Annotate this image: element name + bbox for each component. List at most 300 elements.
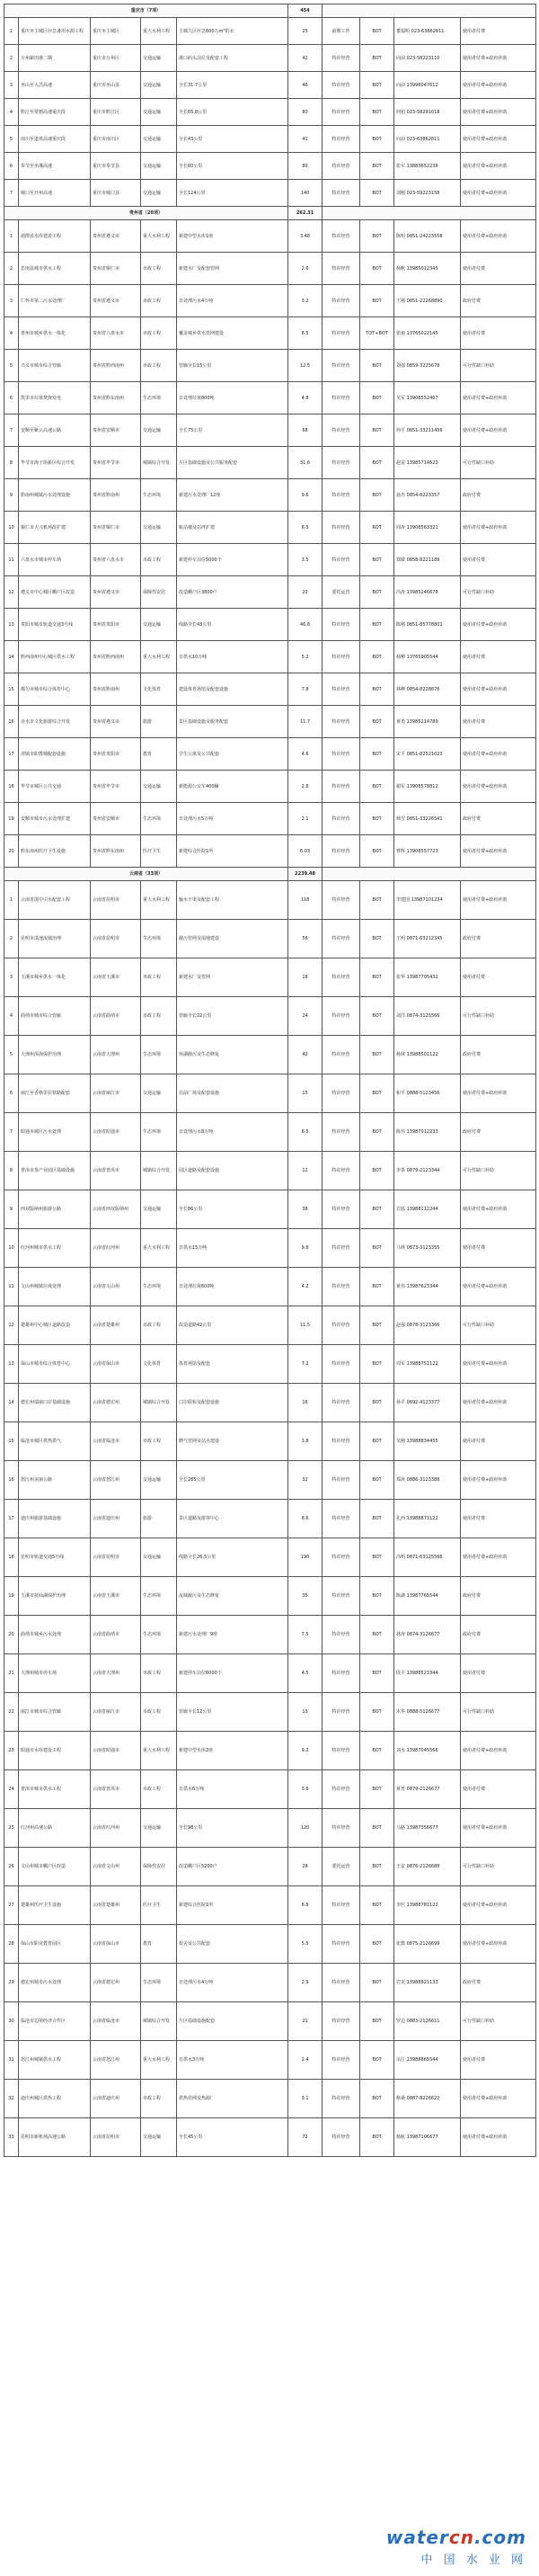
project-table <box>4 4 536 2157</box>
cell-contact: 董福明 023-63862811 <box>394 18 461 45</box>
cell-contact: 郑敏 0858-8221189 <box>394 544 461 576</box>
cell-invest: 68 <box>288 414 323 447</box>
cell-contact: 刘刚 023-59223158 <box>394 180 461 207</box>
cell-scale: 园区道路及配套设施 <box>177 1152 288 1190</box>
cell-contact: 岩龙 13988921133 <box>394 1964 461 2002</box>
cell-category: 市政工程 <box>141 285 177 317</box>
cell-note: 使用者付费+政府补助 <box>461 126 536 153</box>
table-row <box>4 2080 536 2118</box>
cell-region: 贵州省黔东南州 <box>91 835 141 868</box>
cell-invest: 3.2 <box>288 285 323 317</box>
cell-status: 特许经营 <box>323 1500 360 1538</box>
section-title: 云南省（33项） <box>4 868 288 881</box>
cell-scale: 输水干渠及配套工程 <box>177 881 288 920</box>
cell-no: 6 <box>4 153 19 180</box>
cell-name: 红河州高速公路 <box>19 1809 91 1848</box>
cell-invest: 80 <box>288 99 323 126</box>
cell-contact: 向前 023-63862811 <box>394 126 461 153</box>
cell-region: 贵州省六盘水市 <box>91 317 141 350</box>
cell-invest: 118 <box>288 881 323 920</box>
cell-mode: BOT <box>360 1074 394 1113</box>
cell-no: 17 <box>4 1500 19 1538</box>
cell-mode: BOT <box>360 1152 394 1190</box>
cell-name: 巫山至大昌高速 <box>19 72 91 99</box>
cell-mode: BOT <box>360 803 394 835</box>
cell-invest: 46.8 <box>288 609 323 641</box>
cell-scale: 覆盖城乡供水管网建设 <box>177 317 288 350</box>
cell-invest: 9.2 <box>288 1732 323 1770</box>
table-row <box>4 1422 536 1461</box>
section-filler <box>323 868 536 881</box>
cell-no: 17 <box>4 738 19 771</box>
cell-invest: 3.5 <box>288 544 323 576</box>
cell-contact: 曹辉 13908557723 <box>394 835 461 868</box>
table-row <box>4 350 536 382</box>
cell-contact: 余江 13988865544 <box>394 2041 461 2080</box>
cell-note: 政府付费 <box>461 285 536 317</box>
cell-status: 特许经营 <box>323 350 360 382</box>
cell-region: 贵州省遵义市 <box>91 220 141 253</box>
table-row <box>4 99 536 126</box>
cell-contact: 林涛 0874-3126677 <box>394 1616 461 1654</box>
cell-name: 文山州城镇垃圾处理 <box>19 1268 91 1306</box>
cell-region: 云南省红河州 <box>91 1229 141 1268</box>
cell-category: 文化体育 <box>141 1345 177 1384</box>
cell-region: 云南省西双版纳州 <box>91 1190 141 1229</box>
cell-status: 特许经营 <box>323 1616 360 1654</box>
cell-category: 重大水利工程 <box>141 18 177 45</box>
cell-status: 特许经营 <box>323 1925 360 1964</box>
cell-name: 保山市城市综合体育中心 <box>19 1345 91 1384</box>
cell-region: 云南省迪庆州 <box>91 1500 141 1538</box>
cell-mode: BOT <box>360 1925 394 1964</box>
cell-invest: 35 <box>288 1577 323 1616</box>
cell-status: 特许经营 <box>323 958 360 997</box>
cell-mode: BOT <box>360 1461 394 1500</box>
cell-region: 云南省曲靖市 <box>91 1616 141 1654</box>
table-row <box>4 382 536 414</box>
cell-name: 保山市职业教育园区 <box>19 1925 91 1964</box>
cell-invest: 80 <box>288 153 323 180</box>
cell-scale: 燃气管网及站点建设 <box>177 1422 288 1461</box>
cell-scale: 供热管网及热源厂 <box>177 2080 288 2118</box>
cell-invest: 2.9 <box>288 1964 323 2002</box>
cell-scale: 全长124公里 <box>177 180 288 207</box>
cell-contact: 王明 0871-63212345 <box>394 920 461 958</box>
cell-contact: 李医 13988781122 <box>394 1886 461 1925</box>
cell-name: 盘州市城乡供水一体化 <box>19 317 91 350</box>
table-row <box>4 1036 536 1074</box>
cell-no: 5 <box>4 1036 19 1074</box>
cell-note: 使用者付费+政府补助 <box>461 414 536 447</box>
cell-note: 政府付费 <box>461 1577 536 1616</box>
cell-category: 市政工程 <box>141 253 177 285</box>
cell-status: 特许经营 <box>323 1693 360 1732</box>
cell-no: 4 <box>4 99 19 126</box>
cell-region: 重庆市奉节县 <box>91 153 141 180</box>
cell-no: 19 <box>4 803 19 835</box>
cell-note: 政府付费 <box>461 1036 536 1074</box>
cell-no: 14 <box>4 1384 19 1422</box>
cell-mode: BOT <box>360 1616 394 1654</box>
cell-category: 重大水利工程 <box>141 2041 177 2080</box>
cell-no: 26 <box>4 1848 19 1886</box>
table-row <box>4 1809 536 1848</box>
cell-note: 使用者付费+政府补助 <box>461 1538 536 1577</box>
cell-name: 迪庆州城区供热工程 <box>19 2080 91 2118</box>
cell-note: 使用者付费+政府补助 <box>461 609 536 641</box>
cell-note: 可行性缺口补助 <box>461 2002 536 2041</box>
cell-mode: BOT <box>360 1422 394 1461</box>
cell-contact: 吴刚 13988834455 <box>394 1422 461 1461</box>
cell-invest: 7.2 <box>288 1345 323 1384</box>
cell-note: 使用者付费+政府补助 <box>461 99 536 126</box>
cell-mode: BOT <box>360 1538 394 1577</box>
section-filler <box>323 4 536 18</box>
cell-scale: 口岸联检及配套设施 <box>177 1384 288 1422</box>
cell-region: 贵州省六盘水市 <box>91 544 141 576</box>
cell-category: 交通运输 <box>141 45 177 72</box>
table-row <box>4 544 536 576</box>
cell-no: 3 <box>4 72 19 99</box>
cell-contact: 陈湖 13987765544 <box>394 1577 461 1616</box>
cell-contact: 谢军 13908578812 <box>394 771 461 803</box>
section-filler <box>323 207 536 220</box>
cell-no: 6 <box>4 1074 19 1113</box>
cell-contact: 孙杰 0854-8223357 <box>394 479 461 512</box>
cell-invest: 24 <box>288 997 323 1036</box>
cell-region: 贵州省黔南州 <box>91 479 141 512</box>
cell-no: 4 <box>4 997 19 1036</box>
cell-name: 赤水市文化旅游综合开发 <box>19 706 91 738</box>
cell-name: 临沧市边境经济合作区 <box>19 2002 91 2041</box>
cell-mode: BOT <box>360 958 394 997</box>
cell-name: 昭通市城区污水处理 <box>19 1113 91 1152</box>
cell-invest: 120 <box>288 1809 323 1848</box>
cell-no: 11 <box>4 1268 19 1306</box>
cell-invest: 42 <box>288 1036 323 1074</box>
cell-name: 安顺至紫云高速公路 <box>19 414 91 447</box>
cell-category: 教育 <box>141 738 177 771</box>
cell-invest: 3.6 <box>288 1770 323 1809</box>
cell-invest: 9.6 <box>288 479 323 512</box>
cell-category: 旅游 <box>141 706 177 738</box>
cell-name: 普洱市城市供水工程 <box>19 1770 91 1809</box>
cell-contact: 王刚 0851-22268890 <box>394 285 461 317</box>
cell-name: 毕节市海子街新区综合开发 <box>19 447 91 479</box>
cell-no: 10 <box>4 512 19 544</box>
cell-invest: 7.5 <box>288 1616 323 1654</box>
cell-invest: 6.5 <box>288 1113 323 1152</box>
cell-region: 云南省文山州 <box>91 1268 141 1306</box>
cell-mode: BOT <box>360 2080 394 2118</box>
cell-name: 毕节市城区公共交通 <box>19 771 91 803</box>
cell-scale: 截污管网及湿地建设 <box>177 920 288 958</box>
cell-name: 普洱市茶产业园区基础设施 <box>19 1152 91 1190</box>
watermark-brand-b: cn <box>448 2527 474 2548</box>
cell-note: 政府付费 <box>461 479 536 512</box>
cell-status: 特许经营 <box>323 706 360 738</box>
cell-invest: 190 <box>288 1538 323 1577</box>
cell-category: 保障性安居 <box>141 1848 177 1886</box>
table-row <box>4 1732 536 1770</box>
cell-status: 特许经营 <box>323 1384 360 1422</box>
cell-region: 云南省普洱市 <box>91 1770 141 1809</box>
cell-note: 使用者付费+政府补助 <box>461 512 536 544</box>
cell-name: 昆明市轨道交通5号线 <box>19 1538 91 1577</box>
cell-contact: 孙平 0692-4123377 <box>394 1384 461 1422</box>
cell-no: 25 <box>4 1809 19 1848</box>
table-row <box>4 1500 536 1538</box>
cell-no: 1 <box>4 881 19 920</box>
cell-invest: 25 <box>288 18 323 45</box>
section-title: 贵州省（20项） <box>4 207 288 220</box>
cell-mode: BOT <box>360 1268 394 1306</box>
cell-contact: 宋平 0851-82521023 <box>394 738 461 771</box>
cell-no: 21 <box>4 1654 19 1693</box>
cell-category: 生态环境 <box>141 1268 177 1306</box>
cell-scale: 全长60公里 <box>177 153 288 180</box>
cell-name: 德宏州城市污水处理 <box>19 1964 91 2002</box>
table-row <box>4 1190 536 1229</box>
cell-mode: BOT <box>360 673 394 706</box>
cell-no: 28 <box>4 1925 19 1964</box>
cell-category: 交通运输 <box>141 1809 177 1848</box>
cell-name: 安顺市城市污水处理扩建 <box>19 803 91 835</box>
cell-scale: 全长65.8公里 <box>177 99 288 126</box>
cell-status: 特许经营 <box>323 1268 360 1306</box>
cell-status: 特许经营 <box>323 2118 360 2157</box>
cell-scale: 线路全长43公里 <box>177 609 288 641</box>
cell-category: 市政工程 <box>141 1693 177 1732</box>
table-row <box>4 1384 536 1422</box>
cell-region: 云南省昆明市 <box>91 1538 141 1577</box>
cell-invest: 3.1 <box>288 2080 323 2118</box>
cell-no: 7 <box>4 1113 19 1152</box>
cell-mode: BOT <box>360 2041 394 2080</box>
table-row <box>4 958 536 997</box>
cell-category: 城镇综合开发 <box>141 1384 177 1422</box>
cell-scale: 新建停车泊位5000个 <box>177 544 288 576</box>
cell-invest: 42 <box>288 45 323 72</box>
cell-invest: 46 <box>288 72 323 99</box>
table-row <box>4 771 536 803</box>
cell-name: 玉溪市城乡供水一体化 <box>19 958 91 997</box>
cell-category: 重大水利工程 <box>141 1732 177 1770</box>
cell-region: 云南省昆明市 <box>91 920 141 958</box>
cell-no: 27 <box>4 1886 19 1925</box>
cell-contact: 马路 13987356677 <box>394 1809 461 1848</box>
cell-invest: 4.5 <box>288 1654 323 1693</box>
cell-name: 大理州洱海保护治理 <box>19 1036 91 1074</box>
cell-invest: 12 <box>288 1152 323 1190</box>
cell-category: 交通运输 <box>141 1074 177 1113</box>
table-row <box>4 1577 536 1616</box>
cell-category: 交通运输 <box>141 153 177 180</box>
cell-note: 使用者付费+政府补助 <box>461 72 536 99</box>
cell-region: 云南省玉溪市 <box>91 1577 141 1616</box>
cell-status: 特许经营 <box>323 803 360 835</box>
cell-scale: 改造道路42公里 <box>177 1306 288 1345</box>
cell-no: 15 <box>4 673 19 706</box>
cell-invest: 6.03 <box>288 835 323 868</box>
cell-contact: 和平 0888-5123456 <box>394 1074 461 1113</box>
cell-scale: 日处理污水4万吨 <box>177 1964 288 2002</box>
table-row <box>4 1964 536 2002</box>
cell-note: 可行性缺口补助 <box>461 350 536 382</box>
table-row <box>4 920 536 958</box>
cell-mode: BOT <box>360 1654 394 1693</box>
cell-invest: 4.2 <box>288 1268 323 1306</box>
cell-note: 使用者付费 <box>461 544 536 576</box>
cell-scale: 日处理垃圾600吨 <box>177 1268 288 1306</box>
cell-region: 重庆市主城区 <box>91 18 141 45</box>
cell-invest: 11.5 <box>288 1306 323 1345</box>
cell-contact: 陈刚 0851-85778801 <box>394 609 461 641</box>
cell-note: 使用者付费+政府补助 <box>461 2118 536 2157</box>
cell-name: 昆明市滇池流域治理 <box>19 920 91 958</box>
cell-scale: 日供水6万吨 <box>177 1770 288 1809</box>
cell-no: 5 <box>4 350 19 382</box>
cell-mode: BOT <box>360 2002 394 2041</box>
cell-region: 云南省德宏州 <box>91 1384 141 1422</box>
cell-note: 使用者付费+政府补助 <box>461 771 536 803</box>
cell-name: 红河州城市供水工程 <box>19 1229 91 1268</box>
cell-name: 南川至道真高速重庆段 <box>19 126 91 153</box>
cell-status: 特许经营 <box>323 512 360 544</box>
cell-scale: 流域截污及生态修复 <box>177 1577 288 1616</box>
cell-scale: 全长75公里 <box>177 414 288 447</box>
cell-status: 特许经营 <box>323 771 360 803</box>
cell-note: 可行性缺口补助 <box>461 1848 536 1886</box>
cell-no: 11 <box>4 544 19 576</box>
cell-status: 特许经营 <box>323 414 360 447</box>
cell-invest: 140 <box>288 180 323 207</box>
table-row <box>4 738 536 771</box>
cell-no: 33 <box>4 2118 19 2157</box>
cell-status: 特许经营 <box>323 1345 360 1384</box>
cell-note: 使用者付费 <box>461 18 536 45</box>
cell-status: 特许经营 <box>323 881 360 920</box>
cell-category: 市政工程 <box>141 544 177 576</box>
cell-scale: 管廊全长22公里 <box>177 997 288 1036</box>
cell-status: 特许经营 <box>323 544 360 576</box>
cell-region: 重庆市南川区 <box>91 126 141 153</box>
cell-status: 特许经营 <box>323 45 360 72</box>
cell-note: 使用者付费+政府补助 <box>461 881 536 920</box>
cell-status: 特许经营 <box>323 285 360 317</box>
cell-status: 特许经营 <box>323 2002 360 2041</box>
cell-contact: 格桑 0887-8226622 <box>394 2080 461 2118</box>
cell-contact: 马林 0873-3123355 <box>394 1229 461 1268</box>
cell-name: 凯里市垃圾焚烧发电 <box>19 382 91 414</box>
cell-scale: 全长43公里 <box>177 126 288 153</box>
cell-category: 交通运输 <box>141 771 177 803</box>
cell-status: 特许经营 <box>323 1886 360 1925</box>
cell-name: 贵阳市城市轨道交通3号线 <box>19 609 91 641</box>
table-row <box>4 1345 536 1384</box>
cell-contact: 郑涛 0886-3123388 <box>394 1461 461 1500</box>
table-row <box>4 1306 536 1345</box>
cell-note: 使用者付费 <box>461 1229 536 1268</box>
cell-no: 6 <box>4 382 19 414</box>
cell-contact: 张教 0875-2126699 <box>394 1925 461 1964</box>
cell-scale: 站前广场及配套设施 <box>177 1074 288 1113</box>
cell-contact: 刘水 13987045566 <box>394 1732 461 1770</box>
table-row <box>4 1693 536 1732</box>
cell-name: 丽江市城市综合管廊 <box>19 1693 91 1732</box>
cell-invest: 2.4 <box>288 2041 323 2080</box>
cell-no: 8 <box>4 1152 19 1190</box>
cell-region: 重庆市万州区 <box>91 45 141 72</box>
cell-scale: 管廊全长15公里 <box>177 350 288 382</box>
cell-mode: BOT <box>360 220 394 253</box>
table-row <box>4 1113 536 1152</box>
cell-status: 特许经营 <box>323 126 360 153</box>
cell-mode: BOT <box>360 1036 394 1074</box>
table-row <box>4 1461 536 1500</box>
cell-no: 2 <box>4 920 19 958</box>
cell-mode: BOT <box>360 153 394 180</box>
cell-scale: 新建水厂及管网 <box>177 958 288 997</box>
cell-note: 使用者付费 <box>461 958 536 997</box>
cell-no: 5 <box>4 126 19 153</box>
cell-no: 1 <box>4 18 19 45</box>
cell-region: 贵州省黔西南州 <box>91 350 141 382</box>
cell-mode: BOT <box>360 544 394 576</box>
cell-invest: 31.6 <box>288 447 323 479</box>
cell-category: 市政工程 <box>141 1770 177 1809</box>
cell-note: 使用者付费+政府补助 <box>461 1925 536 1964</box>
cell-note: 使用者付费+政府补助 <box>461 382 536 414</box>
cell-region: 贵州省遵义市 <box>91 285 141 317</box>
cell-category: 交通运输 <box>141 512 177 544</box>
cell-invest: 9.8 <box>288 1229 323 1268</box>
cell-contact: 黄伟 13987623344 <box>394 1268 461 1306</box>
cell-contact: 杨航 13987106677 <box>394 2118 461 2157</box>
cell-status: 特许经营 <box>323 673 360 706</box>
cell-scale: 全长98公里 <box>177 1809 288 1848</box>
cell-region: 云南省文山州 <box>91 1848 141 1886</box>
cell-region: 贵州省铜仁市 <box>91 253 141 285</box>
cell-name: 临沧市城区供热供气 <box>19 1422 91 1461</box>
cell-scale: 学生公寓及公共配套 <box>177 738 288 771</box>
cell-mode: BOT <box>360 285 394 317</box>
cell-name: 六盘水市城市停车场 <box>19 544 91 576</box>
cell-contact: 扎西 13988871122 <box>394 1500 461 1538</box>
table-row <box>4 317 536 350</box>
cell-note: 可行性缺口补助 <box>461 1306 536 1345</box>
cell-mode: BOT <box>360 835 394 868</box>
cell-invest: 18 <box>288 958 323 997</box>
cell-scale: 日处理污水5万吨 <box>177 803 288 835</box>
table-row <box>4 1616 536 1654</box>
cell-invest: 2.1 <box>288 803 323 835</box>
cell-contact: 罗边 0883-2126611 <box>394 2002 461 2041</box>
table-row <box>4 1152 536 1190</box>
cell-contact: 吴军 13908552467 <box>394 382 461 414</box>
cell-category: 交通运输 <box>141 99 177 126</box>
cell-category: 医疗卫生 <box>141 835 177 868</box>
cell-region: 贵州省安顺市 <box>91 414 141 447</box>
cell-mode: BOT <box>360 1306 394 1345</box>
cell-category: 市政工程 <box>141 1422 177 1461</box>
table-row <box>4 1848 536 1886</box>
cell-no: 16 <box>4 706 19 738</box>
cell-invest: 2.8 <box>288 771 323 803</box>
cell-no: 16 <box>4 1461 19 1500</box>
table-row <box>4 180 536 207</box>
